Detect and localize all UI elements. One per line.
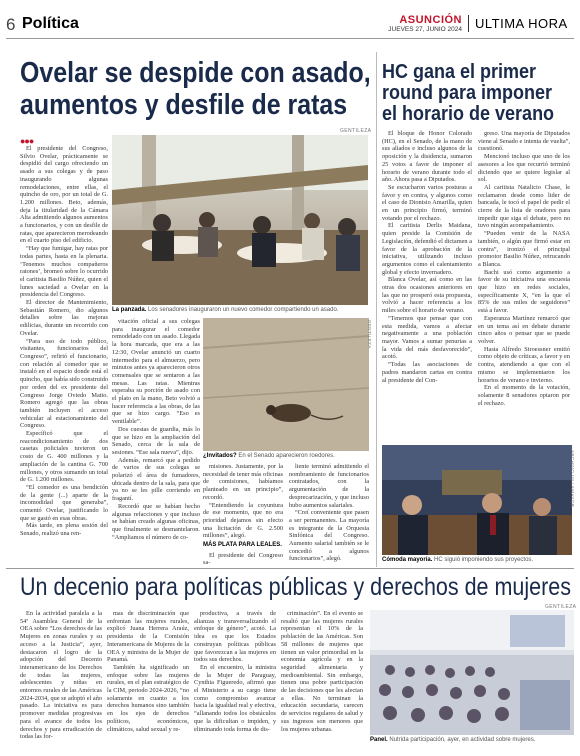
paragraph: Blanca Ovelar, así como en las otras dos ocasiones anteriores en las que no prosperó esta propuesta, volvió a hacer referencia a los miles sobre el horario de verano. bbox=[382, 276, 472, 315]
photo-caption bbox=[112, 307, 370, 314]
article2-column-2 bbox=[478, 130, 570, 442]
paragraph: Esperanza Martínez remarcó que en un tema así en debate durante cinco años o pensar que se puede volver. bbox=[478, 314, 570, 345]
panel-photo bbox=[370, 610, 574, 735]
article2-column-1 bbox=[382, 130, 472, 442]
paragraph: Dos cuestas de guardia, más lo que se hizo en la ampliación del Senado, cerca de la sala de sesiones. “Ese sala nueva”, dijo. bbox=[112, 425, 200, 456]
paragraph: criminación”. En el evento se resaltó que las mujeres rurales representan el 10% de la población de las Américas. Son 58 millones de mujeres que tienen un valor primordial en la economía agrícola y en la seguridad alimentaria y medioambiental. Sin embargo, tienen una pobre participación de las decisiones que les afectan a ellas. No terminan la educación secundaria, carecen de servicios regulares de salud y sus ingresos son menores que los mujeres urbanas. bbox=[281, 610, 363, 733]
paragraph: vitación oficial a sus colegas para inaugurar el comedor remodelado con un asado. Llegada la hora marcada, que era a las 12:30, Ovelar anunció un cuarto intermedio para el almuerzo, pero minutos antes ya aparecieron otros comensales que se sentaron a las mesas. Las ratas. Mientras esperaba su porción de asado con el plato en la mano, Beto volvió a hacer referencia a las obras, de las que se hizo cargo. “Eso es ventilable”. bbox=[112, 318, 200, 426]
paragraph: Recordó que se habían hecho algunas refacciones y que incluso se habían creado algunas oficinas, que finalmente se desmantelaron. “Ampliamos el número de co- bbox=[112, 502, 200, 541]
paragraph: productiva, a través de alianzas y transversalizando el enfoque de género”, acotó. La idea es que los Estados construyan políticas públicas que favorezcan a las mujeres en todos sus derechos. bbox=[194, 610, 276, 664]
panel-illustration bbox=[370, 610, 574, 735]
photo-vertical-credit: ARCHIVO VILLAMAYOR bbox=[570, 450, 575, 508]
paragraph: liente terminó admitiendo el nombramiento de funcionarios contratados, con la argumentación de la desprecarización, y que incluso hubo aumentos salariales. bbox=[289, 463, 369, 509]
page-number: 6 bbox=[6, 15, 16, 34]
article2-headline-line3: el horario de verano bbox=[382, 103, 555, 125]
article1-headline-line1: Ovelar se despide con asado, bbox=[20, 57, 371, 89]
senate-photo bbox=[382, 445, 572, 555]
subhead: MÁS PLATA PARA LEALES. bbox=[203, 542, 282, 549]
paragraph: “Pueden venir de la NASA también, o algún que firmó estar en contra”, ironizó el principal promotor Basilio Núñez, retrucando a Blanca. bbox=[478, 230, 570, 268]
paragraph: El caritista Derlis Maidana, quien preside la Comisión de Legislación, defendió el dictamen a favor de la aprobación de la iniciativa, utilizando incluso argumentos como el calentamiento global y efecto invernadero. bbox=[382, 222, 472, 276]
paragraph: En la actividad paralela a la 54ª Asamblea General de la OEA sobre “Los derechos de las Mujeres en zonas rurales y su acceso a la Justicia”, ayer, destacaron el logro de la adopción del Decenio interamericano de los Derechos de todas las mujeres, adolescentes y niñas en entornos rurales de las Américas 2024-2034, que se adoptó el año pasado. La iniciativa es para promover medidas progresivas para el avance de todos los derechos y para erradicación de todas las for- bbox=[20, 610, 102, 741]
photo-credit: GENTILEZA bbox=[340, 128, 372, 134]
paragraph: En el encuentro, la ministra de la Mujer de Paraguay, Cynthia Figueredo, afirmó que el Ministerio a su cargo tiene como compromiso avanzar hacia la igualdad real y efectiva, “allanando todos los obstáculos que la dificultan o impiden, y eliminando toda forma de dis- bbox=[194, 663, 276, 733]
paragraph: “Tenemos que pensar que con esta medida, vamos a afectar negativamente a una población mayor. Vamos a sumar penurias a la vida del más desfavorecido”, acotó. bbox=[382, 314, 472, 361]
paragraph: greso. Una mayoría de Diputados viene al Senado e intenta de vuelta”, cuestionó. bbox=[478, 130, 570, 153]
caption-title: Cómoda mayoría. bbox=[382, 557, 433, 563]
panel-caption bbox=[370, 737, 574, 744]
paragraph: “Hay que fumigar, hay ratas por todas partes, hasta en la plenaria. ‘Tenemos muchos compañeros ratones’, bromeó sobre lo ocurrido el caritista Basilio Núñez, quien el lunes saciedad a Ovelar en la presidencia del Congreso. bbox=[20, 245, 108, 299]
paragraph: También ha significado un enfoque sobre las mujeres rurales, en el plan estratégico de la CIM, periodo 2024-2026, “no solamente en cuanto a los derechos humanos sino también en los ejes de derechos políticos, económicos, climáticos, salud sexual y re- bbox=[107, 663, 189, 733]
caption-text: HC siguió imponiendo sus proyectos. bbox=[434, 557, 534, 563]
article3-headline: Un decenio para políticas públicas y derechos de mujeres bbox=[20, 573, 571, 601]
section-rule bbox=[6, 568, 574, 569]
paragraph: Más tarde, en plena sesión del Senado, realizó una ren- bbox=[20, 522, 108, 538]
photo-credit: GENTILEZA bbox=[545, 604, 577, 610]
paragraph: El director de Mantenimiento, Sebastián Romero, dio algunos detalles sobre las mejoras edilicias, durante un recorrido con Ovelar. bbox=[20, 299, 108, 337]
article1-headline-line2: aumentos y desfile de ratas bbox=[20, 89, 348, 121]
article1-column-4 bbox=[289, 463, 369, 565]
paragraph: El bloque de Honor Colorado (HC), en el Senado, de la mano de sus aliados e incluso algunos de la oposición y la disidencia, sumaron 25 votos a favor de imponer el horario de verano durante todo el año. Ahora pasa a Diputados. bbox=[382, 130, 472, 184]
paragraph: Se escucharon varios posturas a favor y en contra, y algunos como el caso de Dionisio Amarilla, quien en un principio firmó, terminó votando por el rechazo. bbox=[382, 183, 472, 222]
vertical-credit: GENTILEZA bbox=[367, 320, 372, 349]
paragraph: Mencionó incluso que uno de los asesores a los que recurrió terminó diciendo que se quiere legislar al sol. bbox=[478, 153, 570, 184]
page-header bbox=[0, 0, 580, 36]
rat-photo bbox=[203, 318, 369, 451]
paragraph: El presidente del Congreso sa- bbox=[203, 551, 283, 565]
caption-title: ¿Invitados? bbox=[203, 453, 237, 459]
paragraph: “El comedor es una bendición de la gente (...) aparte de la incomodidad que generaba”, comentó Ovelar, justificando lo que se gastó en esas obras. bbox=[20, 483, 108, 522]
paragraph: Hasta Alfredo Stroessner emitió como objeto de críticas, a favor y en contra, atendiendo a que con el mismo se implementaron los horarios de verano e invierno. bbox=[478, 345, 570, 384]
article1-column-3 bbox=[203, 463, 283, 565]
issue-date: JUEVES 27, JUNIO 2024 bbox=[388, 26, 462, 33]
paragraph: Bachi usó como argumento a favor de su iniciativa una encuesta que hizo en redes sociales, específicamente X, “en la que el 85% de sus miles de seguidores” está a favor. bbox=[478, 268, 570, 315]
paragraph: “Entendiendo la coyuntura de ese momento, que no era prioridad dejamos sin efecto una licitación de G. 2.500 millones”, alegó. bbox=[203, 501, 283, 540]
rat-caption bbox=[203, 453, 369, 460]
caption-text: En el Senado aparecieron roedores. bbox=[238, 453, 335, 459]
dining-room-illustration bbox=[112, 135, 368, 305]
header-divider bbox=[468, 15, 469, 32]
article1-column-1 bbox=[20, 145, 108, 565]
article3-column-2 bbox=[107, 610, 189, 756]
rat-illustration bbox=[203, 318, 369, 451]
article3-column-4 bbox=[281, 610, 363, 756]
newspaper-brand: ASUNCIÓN bbox=[399, 14, 462, 26]
paragraph: Además, remarcó que a pedido de varios de sus colegas se polarizó el área de fumadores, ubicada dentro de la sala, para que ya no se les pille corriendo en fragantí. bbox=[112, 456, 200, 503]
caption-title: La panzada. bbox=[112, 307, 147, 313]
article2-headline-line1: HC gana el primer bbox=[382, 61, 537, 83]
paragraph: “Para uso de todo público, visitantes, funcionarios del Congreso”, refirió el funcionario, con relación al comedor que se instaló en el espacio donde está el quincho, que había sido construido por orden del ex presidente del Congreso Jorge Oviedo Matto. Romero agregó que las obras también incluyen el acceso vehicular al estacionamiento del Congreso. bbox=[20, 337, 108, 430]
paragraph: mas de discriminación que enfrentan las mujeres rurales, explicó Juana Herrera Araúz, presidenta de la Comisión Interamericana de Mujeres de la OEA y ministra de la Mujer de Panamá. bbox=[107, 610, 189, 664]
caption-title: Panel. bbox=[370, 737, 388, 743]
article2-headline bbox=[382, 62, 562, 125]
header-rule bbox=[6, 38, 574, 39]
article3-column-1 bbox=[20, 610, 102, 756]
paragraph: Al caritista Natalicio Chase, le reclamaron desde como lider de bancada, le tocó el papel de pedir el cierre de la lista de oradores para impedir que siga el debate, pero no tuvo ningún acompañamiento. bbox=[478, 183, 570, 230]
paragraph: Específicó que el reacondicionamiento de dos casetas policiales tuvieron un costo de G. 400 millones y la ampliación de la cantina G. 700 millones, y otros sumando un total de G. 1.200 millones. bbox=[20, 430, 108, 484]
article1-column-2 bbox=[112, 318, 200, 565]
article2-headline-line2: round para imponer bbox=[382, 82, 553, 104]
senate-illustration bbox=[382, 445, 572, 555]
caption-text: Nutrida participación, ayer, en actividad sobre mujeres. bbox=[389, 737, 536, 743]
caption-text: Los senadores inauguraron un nuevo comedor compartiendo un asado. bbox=[148, 307, 339, 313]
red-dots-icon: ●●● bbox=[20, 136, 34, 146]
paragraph: En el momento de la votación, solamente 8 senadores optaron por el rechazo. bbox=[478, 384, 570, 407]
newspaper-name: ULTIMA HORA bbox=[475, 16, 568, 31]
paragraph: El presidente del Congreso, Silvio Ovelar, prácticamente se despidió del cargo ofreciendo un asado a sus colegas y de paso inaugurando algunas remodelaciones, entre ellas, el quincho de oro, por un total de G. 1.200 millones. Beto, además, deja la titularidad de la Cámara Alta admitiendo algunos aumentos a funcionarios, y con un desfile de ratas, que aparecieron merodeando en el cuarto piso del edificio. bbox=[20, 145, 108, 245]
section-title: Política bbox=[22, 15, 79, 32]
paragraph: misiones. Justamente, por la necesidad de tener más oficinas de comisiones, habíamos planteado en un principio”, recordó. bbox=[203, 463, 283, 501]
paragraph: “Creí conveniente que pasen a ser permanentes. La mayoría es integrante de la Orquesta Sinfónica del Congreso. Aumento salarial también se le concedió a algunos funcionarios”, alegó. bbox=[289, 509, 369, 563]
article3-column-3 bbox=[194, 610, 276, 756]
dining-room-photo bbox=[112, 135, 368, 305]
senate-caption bbox=[382, 557, 572, 564]
article1-headline bbox=[20, 57, 371, 121]
paragraph: “Todas las asociaciones de padres mandaron cartas en contra al presidente del Con- bbox=[382, 361, 472, 384]
column-divider bbox=[376, 52, 377, 567]
